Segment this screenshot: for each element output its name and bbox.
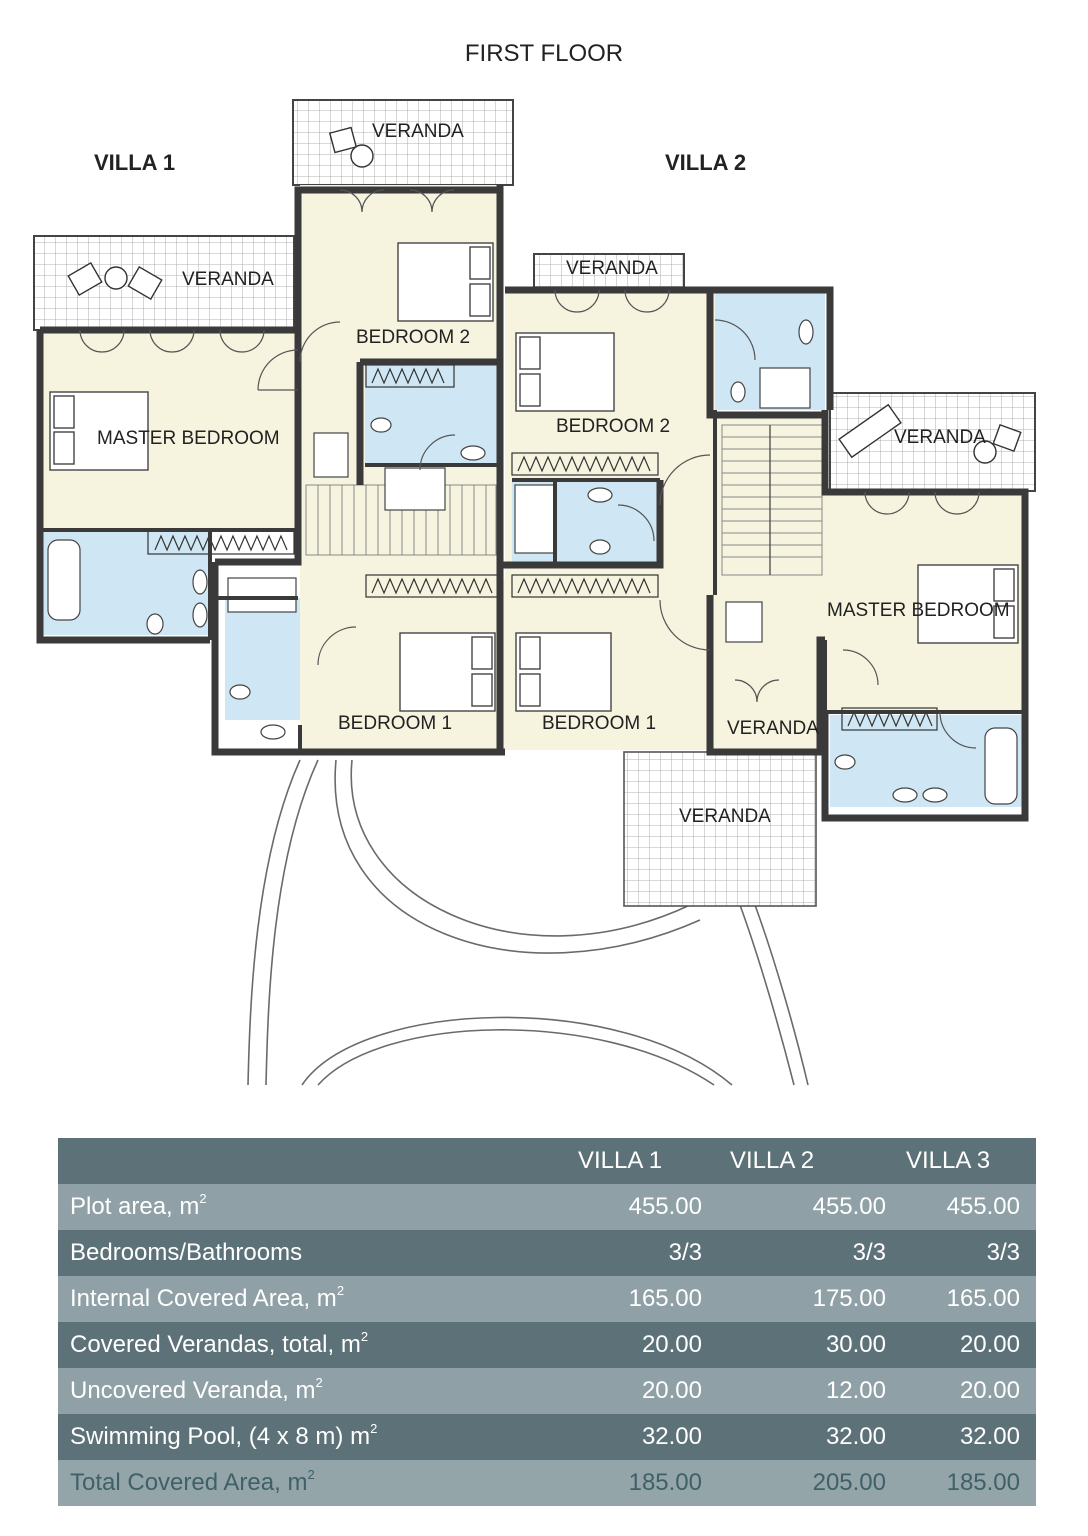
veranda-label: VERANDA xyxy=(894,427,986,448)
table-row xyxy=(58,1368,1036,1414)
table-row xyxy=(58,1184,1036,1230)
unit-superscript: 2 xyxy=(199,1191,207,1206)
row-label: Uncovered Veranda, $m^2$ xyxy=(70,1375,323,1404)
table-row xyxy=(58,1276,1036,1322)
bedroom-2-label: BEDROOM 2 xyxy=(356,327,471,348)
plan-title: FIRST FLOOR xyxy=(464,40,624,67)
cell-villa-1: 185.00 xyxy=(628,1469,702,1496)
veranda-label: VERANDA xyxy=(727,718,819,739)
cell-villa-1: 455.00 xyxy=(628,1193,702,1220)
row-label: Covered Verandas, total, $m^2$ xyxy=(70,1329,369,1358)
unit-superscript: 2 xyxy=(336,1283,345,1298)
cell-villa-1: 20.00 xyxy=(641,1377,702,1404)
bedroom-1-label: BEDROOM 1 xyxy=(338,713,453,734)
cell-villa-1: 32.00 xyxy=(641,1423,702,1450)
row-label: Internal Covered Area, $m^2$ xyxy=(70,1283,345,1312)
unit-superscript: 2 xyxy=(360,1329,369,1344)
cell-villa-1: 20.00 xyxy=(641,1331,702,1358)
cell-villa-3: 185.00 xyxy=(946,1469,1020,1496)
unit-superscript: 2 xyxy=(315,1375,323,1390)
column-header-villa-1: VILLA 1 xyxy=(578,1147,663,1174)
area-table xyxy=(58,1138,1036,1506)
cell-villa-3: 3/3 xyxy=(986,1239,1020,1266)
unit-superscript: 2 xyxy=(307,1467,315,1482)
cell-villa-1: 3/3 xyxy=(668,1239,702,1266)
row-label: Swimming Pool, (4 x 8 m) $m^2$ xyxy=(70,1421,378,1450)
cell-villa-2: 12.00 xyxy=(825,1377,886,1404)
master-bedroom-label: MASTER BEDROOM xyxy=(827,600,1010,621)
row-label: Bedrooms/Bathrooms xyxy=(70,1239,303,1266)
row-label: Plot area, $m^2$ xyxy=(70,1191,207,1220)
veranda-label: VERANDA xyxy=(372,121,464,142)
cell-villa-3: 32.00 xyxy=(959,1423,1020,1450)
column-header xyxy=(58,1138,564,1184)
table-row xyxy=(58,1322,1036,1368)
villa-2-label: VILLA 2 xyxy=(665,150,747,175)
bedroom-2-label: BEDROOM 2 xyxy=(556,416,671,437)
column-header-villa-3: VILLA 3 xyxy=(906,1147,991,1174)
cell-villa-1: 165.00 xyxy=(628,1285,702,1312)
column-header-villa-2: VILLA 2 xyxy=(730,1147,815,1174)
cell-villa-3: 455.00 xyxy=(946,1193,1020,1220)
veranda-label: VERANDA xyxy=(679,806,771,827)
table-row xyxy=(58,1230,1036,1276)
cell-villa-2: 455.00 xyxy=(812,1193,886,1220)
cell-villa-3: 165.00 xyxy=(946,1285,1020,1312)
cell-villa-2: 30.00 xyxy=(825,1331,886,1358)
cell-villa-2: 32.00 xyxy=(825,1423,886,1450)
table-header-row xyxy=(58,1138,1036,1184)
veranda-label: VERANDA xyxy=(566,258,658,279)
veranda-label: VERANDA xyxy=(182,269,274,290)
cell-villa-2: 175.00 xyxy=(812,1285,886,1312)
bedroom-1-label: BEDROOM 1 xyxy=(542,713,657,734)
row-label: Total Covered Area, $m^2$ xyxy=(70,1467,315,1496)
master-bedroom-label: MASTER BEDROOM xyxy=(97,428,280,449)
cell-villa-2: 3/3 xyxy=(852,1239,886,1266)
cell-villa-3: 20.00 xyxy=(959,1377,1020,1404)
unit-superscript: 2 xyxy=(370,1421,378,1436)
cell-villa-2: 205.00 xyxy=(812,1469,886,1496)
cell-villa-3: 20.00 xyxy=(959,1331,1020,1358)
table-row xyxy=(58,1414,1036,1460)
table-total-row xyxy=(58,1460,1036,1506)
villa-1-label: VILLA 1 xyxy=(94,150,176,175)
